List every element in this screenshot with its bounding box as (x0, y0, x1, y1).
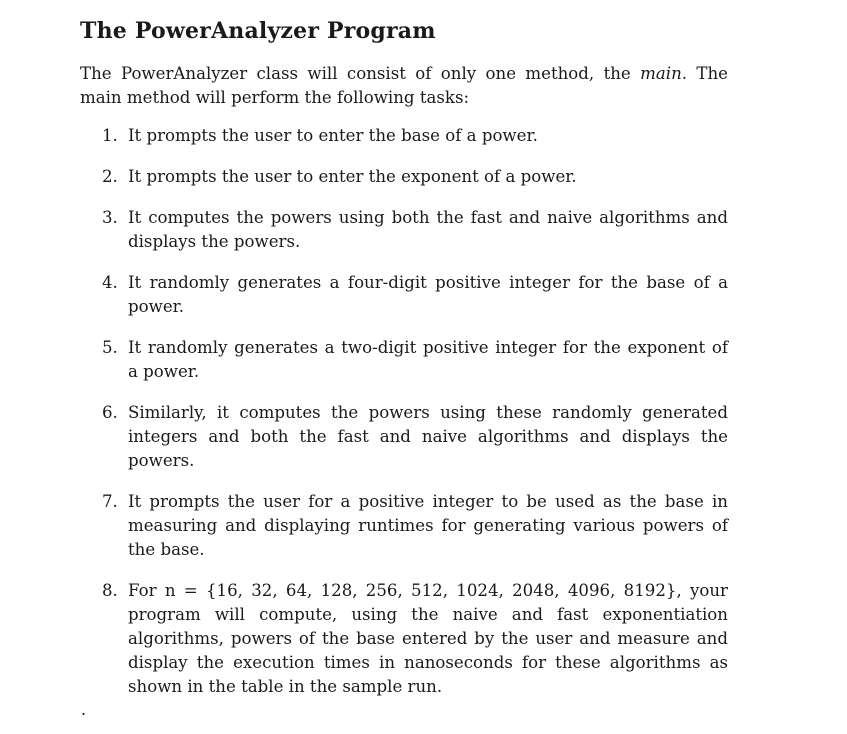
task-item (80, 579, 728, 699)
task-text: It randomly generates a four-digit positive integer for the base of a power. (128, 273, 728, 316)
task-item (80, 401, 728, 473)
trailing-mark: . (81, 700, 87, 719)
task-number: 2. (102, 167, 118, 186)
task-item (80, 490, 728, 562)
task-number: 3. (102, 208, 118, 227)
task-text: Similarly, it computes the powers using these randomly generated integers and both the fast and naive algorithms and displays the powers. (128, 403, 728, 470)
task-item (80, 271, 728, 319)
task-number: 7. (102, 492, 118, 511)
task-number: 4. (102, 273, 118, 292)
intro-text-end: The main method will perform the following tasks: (80, 64, 729, 107)
task-number: 8. (102, 581, 118, 600)
task-item (80, 336, 728, 384)
task-text: It computes the powers using both the fast and naive algorithms and displays the powers. (128, 208, 728, 251)
task-number: 6. (102, 403, 118, 422)
section-title: The PowerAnalyzer Program (80, 18, 436, 44)
task-number: 5. (102, 338, 118, 357)
task-item (80, 206, 728, 254)
intro-text-start: The PowerAnalyzer class will consist of only one method, the (80, 64, 641, 83)
task-item (80, 124, 728, 148)
intro-paragraph (80, 62, 728, 110)
task-text: It prompts the user to enter the base of a power. (128, 126, 538, 145)
task-list (80, 124, 728, 716)
task-number: 1. (102, 126, 118, 145)
intro-method-name: main. (640, 64, 688, 83)
task-text: It prompts the user to enter the exponent of a power. (128, 167, 577, 186)
task-text: It randomly generates a two-digit positive integer for the exponent of a power. (128, 338, 728, 381)
task-text: It prompts the user for a positive integer to be used as the base in measuring and displaying runtimes for generating various powers of the base. (128, 492, 728, 559)
task-item (80, 165, 728, 189)
task-text: For n = {16, 32, 64, 128, 256, 512, 1024, 2048, 4096, 8192}, your program will compute, using the naive and fast exponentiation algorithms, powers of the base entered by the user and measure and display the execution times in nanoseconds for these algorithms as shown in the table in the sample run. (128, 581, 728, 696)
